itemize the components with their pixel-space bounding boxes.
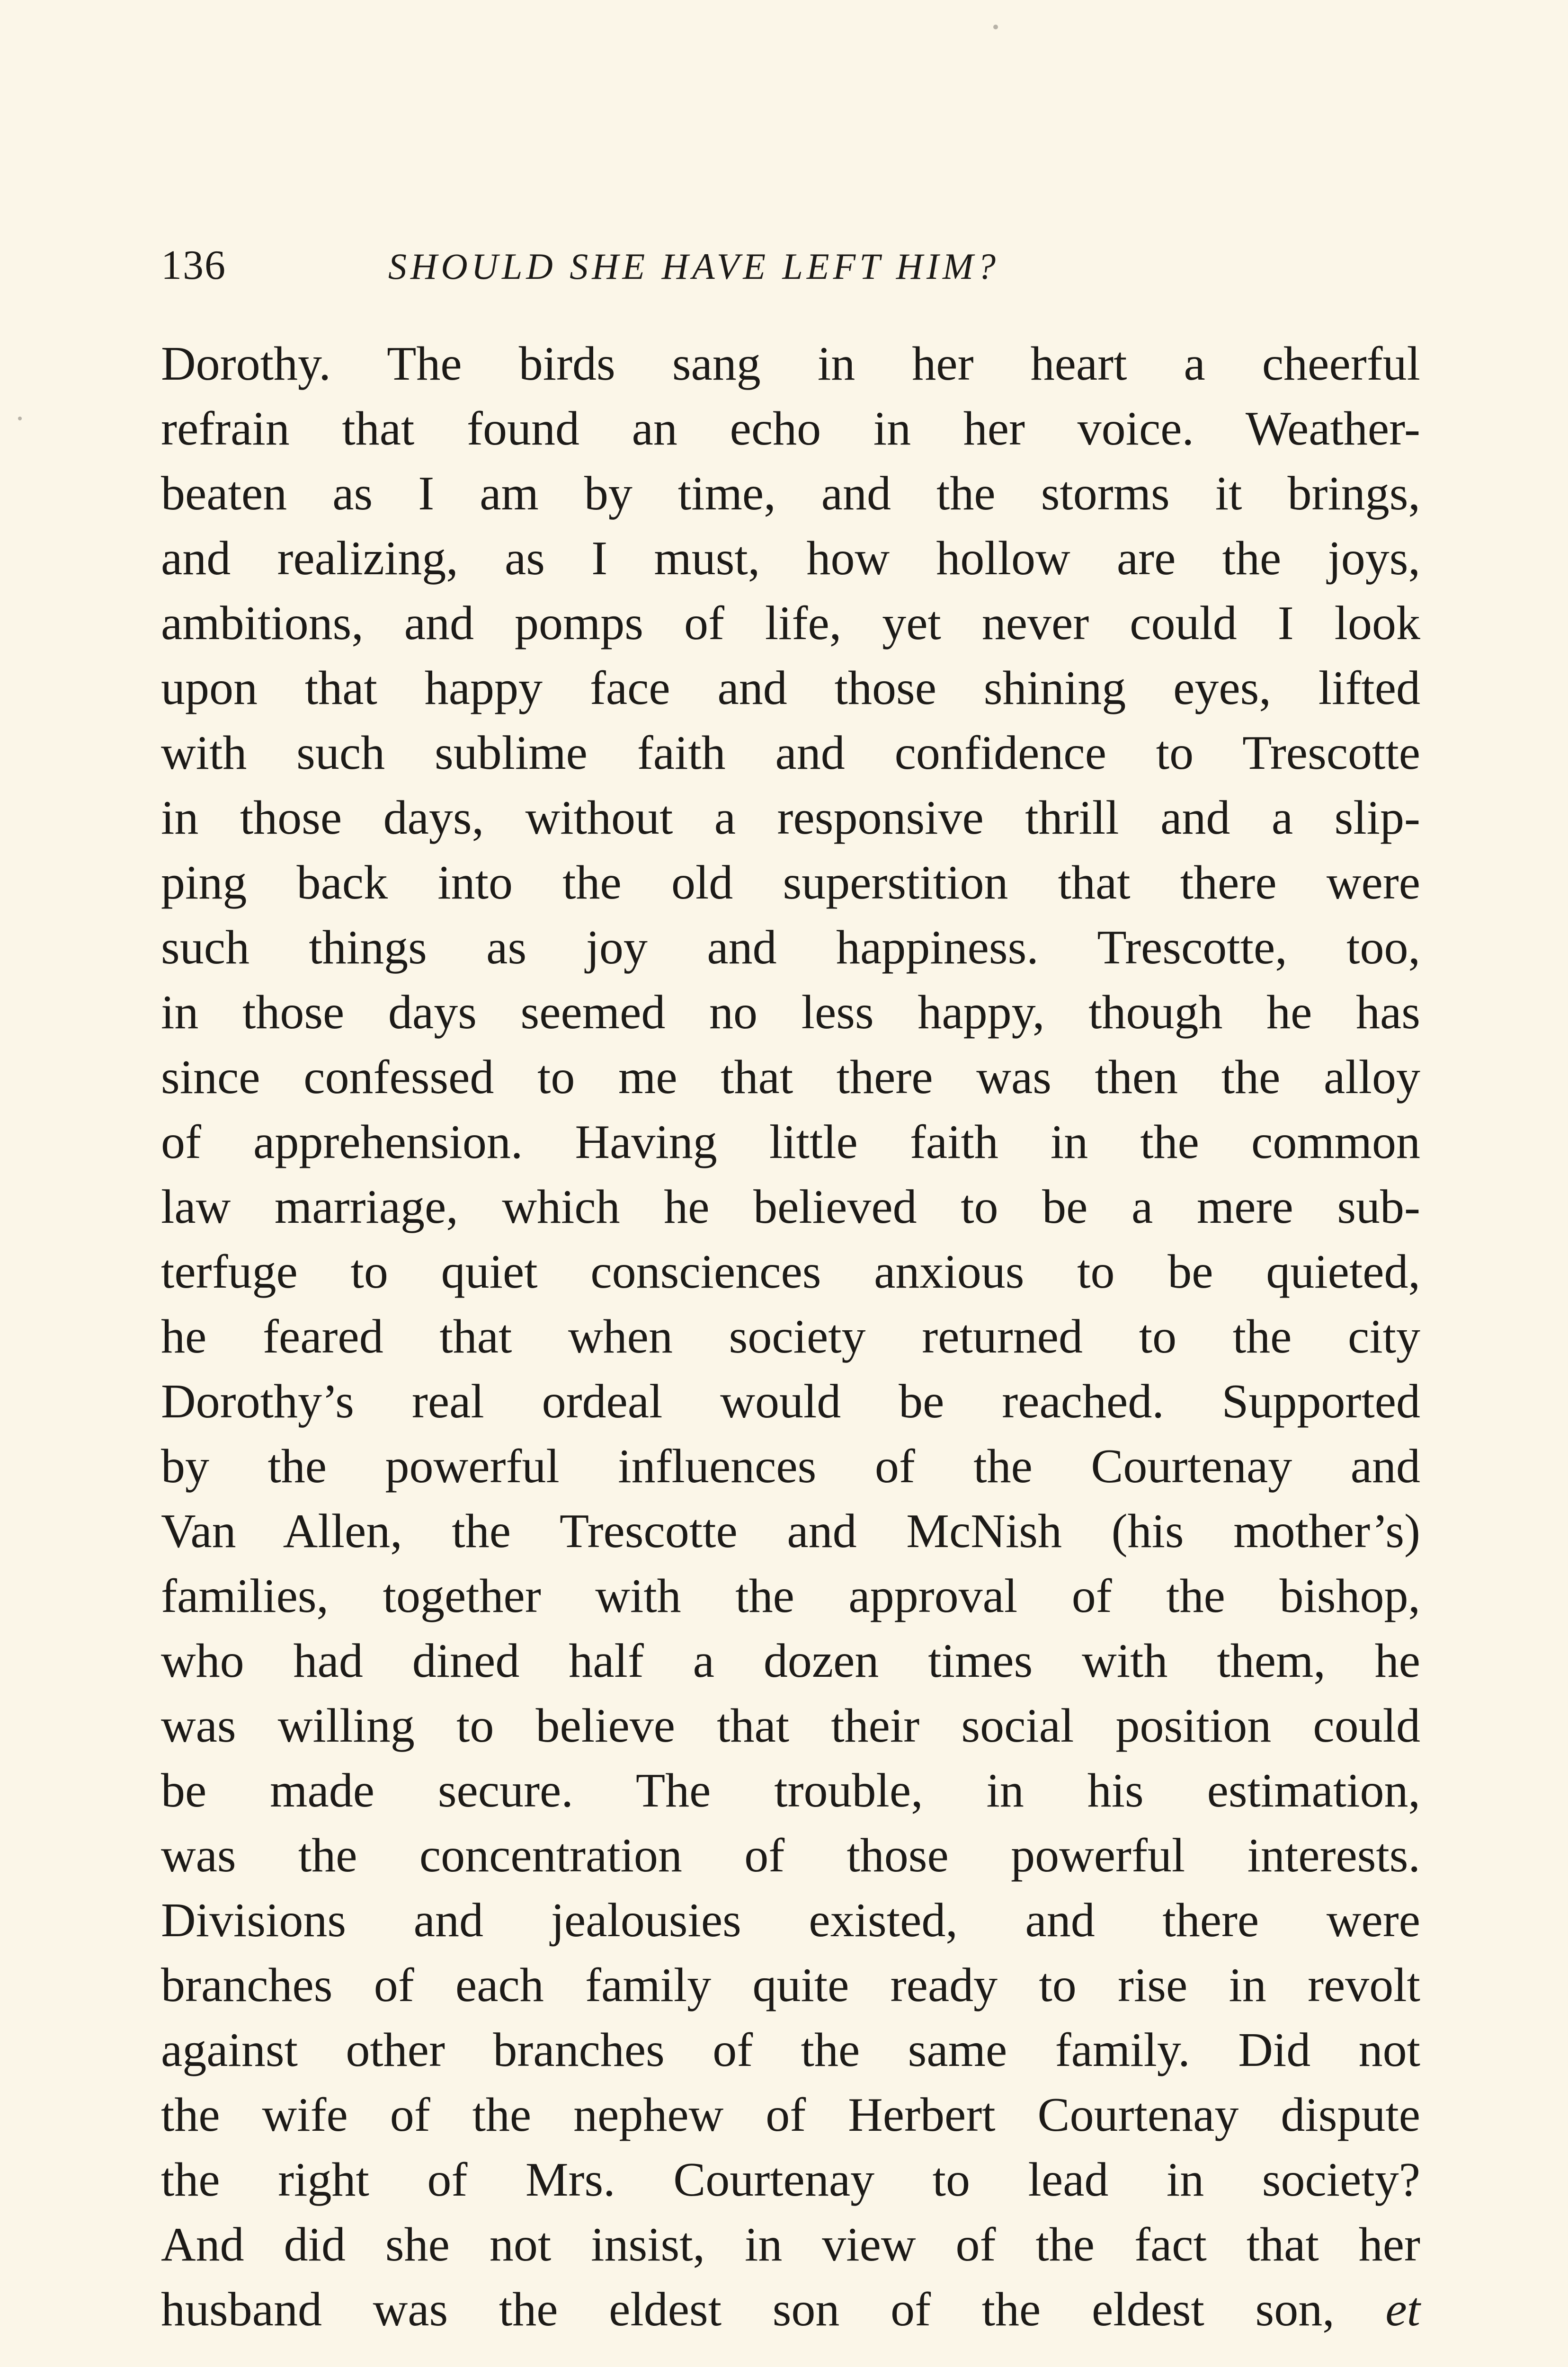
text-line: was the concentration of those powerful interests. (161, 1829, 1420, 1882)
text-line: in those days, without a responsive thrill and a slip- (161, 791, 1420, 845)
text-line: was willing to believe that their social position could (161, 1699, 1420, 1753)
text-line: such things as joy and happiness. Trescotte, too, (161, 921, 1420, 974)
text-line: by the powerful influences of the Courtenay and (161, 1440, 1420, 1493)
text-line: since confessed to me that there was then the alloy (161, 1050, 1420, 1104)
text-line: law marriage, which he believed to be a mere sub- (161, 1180, 1420, 1234)
text-line: branches of each family quite ready to rise in revolt (161, 1958, 1420, 2012)
text-line: of apprehension. Having little faith in the common (161, 1115, 1420, 1169)
text-line: the wife of the nephew of Herbert Courtenay dispute (161, 2088, 1420, 2142)
text-line: ambitions, and pomps of life, yet never could I look (161, 596, 1420, 650)
text-line: against other branches of the same family. Did not (161, 2023, 1420, 2077)
running-title: SHOULD SHE HAVE LEFT HIM? (388, 246, 999, 287)
text-line: Divisions and jealousies existed, and there were (161, 1894, 1420, 1947)
text-line: the right of Mrs. Courtenay to lead in society? (161, 2153, 1420, 2207)
text-line-last (161, 2277, 1420, 2342)
text-line: refrain that found an echo in her voice. Weather- (161, 402, 1420, 455)
page-header (161, 237, 1420, 303)
text-line: beaten as I am by time, and the storms it brings, (161, 467, 1420, 520)
body-text (161, 331, 1420, 2342)
italic-word: et (1385, 2283, 1420, 2336)
text-line: And did she not insist, in view of the fact that her (161, 2218, 1420, 2271)
text-line: with such sublime faith and confidence to Trescotte (161, 726, 1420, 780)
page-number: 136 (161, 242, 226, 288)
last-line-text: husband was the eldest son of the eldest son, (161, 2283, 1335, 2336)
paper-speck (993, 25, 998, 29)
text-line: upon that happy face and those shining eyes, lifted (161, 661, 1420, 715)
text-line: in those days seemed no less happy, though he has (161, 986, 1420, 1039)
text-line: who had dined half a dozen times with them, he (161, 1634, 1420, 1688)
text-line: Van Allen, the Trescotte and McNish (his mother’s) (161, 1504, 1420, 1558)
text-line: he feared that when society returned to the city (161, 1310, 1420, 1363)
text-line: Dorothy’s real ordeal would be reached. Supported (161, 1375, 1420, 1428)
text-line: Dorothy. The birds sang in her heart a cheerful (161, 337, 1420, 391)
text-line: be made secure. The trouble, in his estimation, (161, 1764, 1420, 1817)
text-line: terfuge to quiet consciences anxious to be quieted, (161, 1245, 1420, 1299)
text-line: ping back into the old superstition that there were (161, 856, 1420, 909)
text-line: families, together with the approval of the bishop, (161, 1569, 1420, 1623)
paper-speck (18, 417, 22, 420)
text-line: and realizing, as I must, how hollow are the joys, (161, 532, 1420, 585)
